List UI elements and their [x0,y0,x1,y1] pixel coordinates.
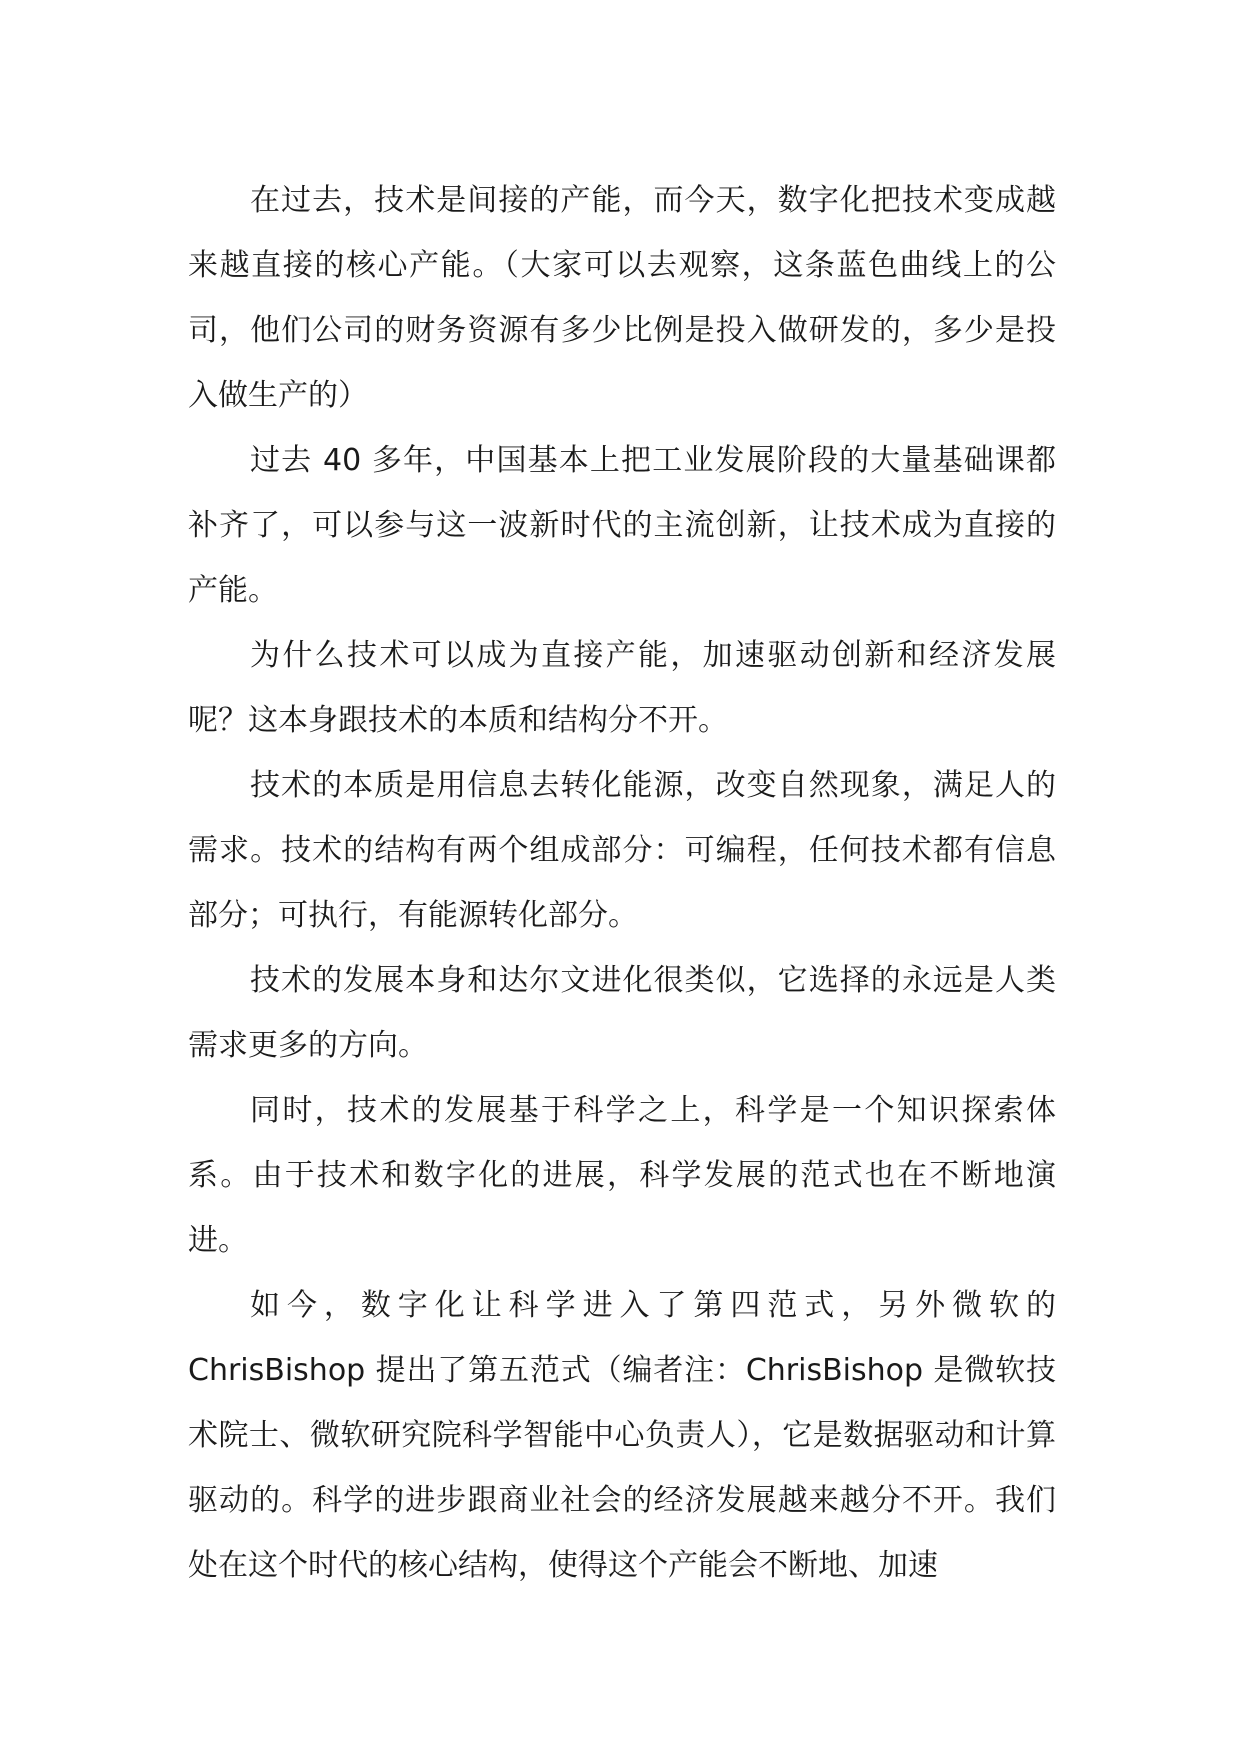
document-body [188,168,1056,1598]
paragraph-1: 在过去，技术是间接的产能，而今天，数字化把技术变成越来越直接的核心产能。（大家可以去观察，这条蓝色曲线上的公司，他们公司的财务资源有多少比例是投入做研发的，多少是投入做生产的） [188,183,1056,413]
paragraph-7: 如今，数字化让科学进入了第四范式，另外微软的ChrisBishop 提出了第五范式（编者注：ChrisBishop 是微软技术院士、微软研究院科学智能中心负责人），它是数据驱动和计算驱动的。科学的进步跟商业社会的经济发展越来越分不开。我们处在这个时代的核心结构，使得这个产能会不断地、加速 [188,1288,1056,1583]
paragraph-2: 过去 40 多年，中国基本上把工业发展阶段的大量基础课都补齐了，可以参与这一波新时代的主流创新，让技术成为直接的产能。 [188,443,1056,608]
paragraph-6: 同时，技术的发展基于科学之上，科学是一个知识探索体系。由于技术和数字化的进展，科学发展的范式也在不断地演进。 [188,1093,1056,1258]
paragraph-4: 技术的本质是用信息去转化能源，改变自然现象，满足人的需求。技术的结构有两个组成部分：可编程，任何技术都有信息部分；可执行，有能源转化部分。 [188,768,1056,933]
paragraph-5: 技术的发展本身和达尔文进化很类似，它选择的永远是人类需求更多的方向。 [188,963,1056,1063]
paragraph-3: 为什么技术可以成为直接产能，加速驱动创新和经济发展呢？这本身跟技术的本质和结构分不开。 [188,638,1056,738]
